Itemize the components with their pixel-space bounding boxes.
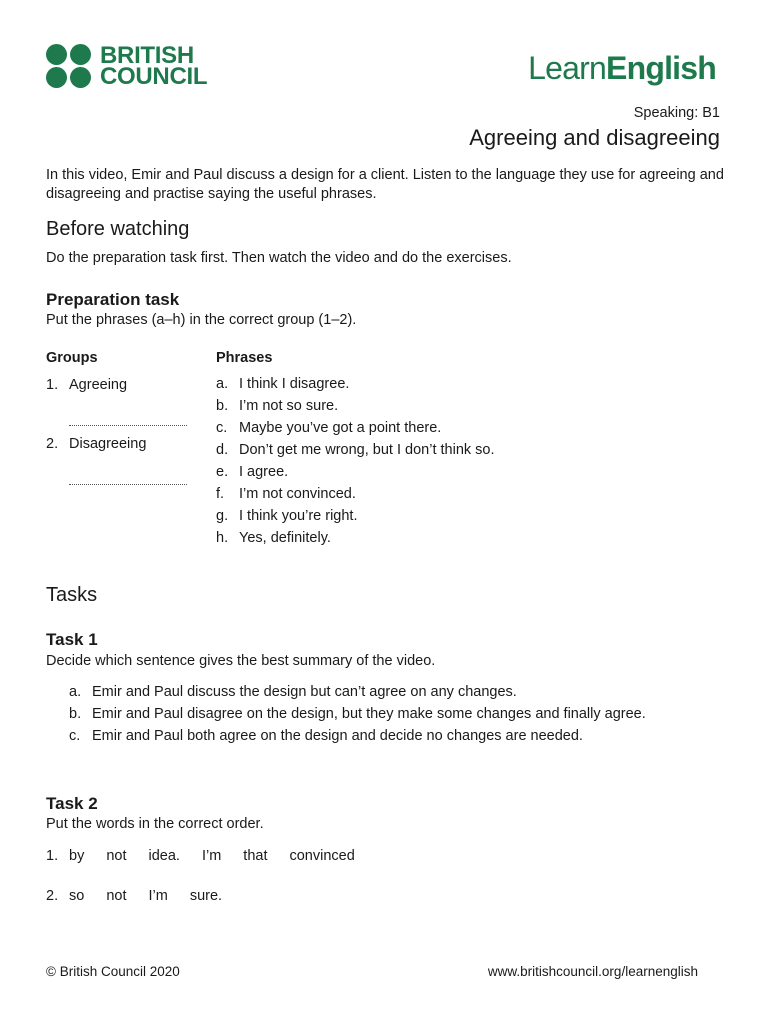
list-item: [69, 703, 646, 725]
learnenglish-brand: [528, 50, 716, 87]
list-item: [216, 483, 495, 505]
preparation-heading: Preparation task: [46, 290, 180, 309]
list-item: [216, 527, 495, 549]
list-item: [69, 681, 646, 703]
group-item: [46, 376, 127, 395]
task2-instruction: Put the words in the correct order.: [46, 816, 264, 832]
groups-heading: Groups: [46, 350, 98, 366]
phrase-letter: a.: [216, 376, 229, 392]
logo-text: [100, 42, 208, 90]
phrase-text: Maybe you’ve got a point there.: [239, 420, 442, 436]
word: idea.: [148, 848, 180, 864]
list-item: [216, 395, 495, 417]
phrase-letter: d.: [216, 442, 229, 458]
word-order-item: [46, 888, 244, 904]
word: so: [69, 888, 85, 904]
footer-url[interactable]: www.britishcouncil.org/learnenglish: [487, 964, 698, 979]
preparation-instruction: Put the phrases (a–h) in the correct group (1–2).: [46, 312, 357, 328]
group-label: Agreeing: [69, 377, 128, 393]
phrase-text: I think you’re right.: [239, 508, 358, 524]
logo-dots-icon: [46, 44, 94, 88]
word: by: [69, 848, 85, 864]
task1-instruction: Decide which sentence gives the best summary of the video.: [46, 653, 436, 669]
word: not: [106, 888, 127, 904]
task1-options: [69, 681, 646, 747]
option-text: Emir and Paul discuss the design but can’t agree on any changes.: [92, 684, 517, 700]
phrase-text: I’m not so sure.: [239, 398, 339, 414]
phrase-letter: b.: [216, 398, 229, 414]
word: convinced: [289, 848, 355, 864]
word-order-item: [46, 848, 377, 864]
item-number: 1.: [46, 848, 59, 864]
list-item: [216, 461, 495, 483]
answer-line[interactable]: [69, 484, 187, 485]
group-label: Disagreeing: [69, 436, 147, 452]
list-item: [216, 439, 495, 461]
before-watching-text: Do the preparation task first. Then watch the video and do the exercises.: [46, 250, 512, 266]
british-council-logo: [46, 44, 207, 88]
phrase-text: I’m not convinced.: [239, 486, 356, 502]
task2-heading: Task 2: [46, 794, 98, 813]
brand-light: Learn: [528, 50, 607, 86]
phrase-text: I agree.: [239, 464, 289, 480]
word: I’m: [148, 888, 168, 904]
phrase-text: Don’t get me wrong, but I don’t think so.: [239, 442, 495, 458]
intro-text: In this video, Emir and Paul discuss a design for a client. Listen to the language they use for agreeing and disagreeing and practise saying the useful phrases.: [46, 167, 724, 202]
word: that: [243, 848, 268, 864]
option-letter: a.: [69, 684, 82, 700]
list-item: [216, 373, 495, 395]
list-item: [216, 505, 495, 527]
level-label: Speaking: B1: [633, 105, 720, 121]
footer-copyright: © British Council 2020: [46, 964, 180, 979]
phrase-letter: h.: [216, 530, 229, 546]
word: sure.: [189, 888, 223, 904]
task1-heading: Task 1: [46, 630, 98, 649]
phrase-letter: c.: [216, 420, 228, 436]
page-title: Agreeing and disagreeing: [469, 125, 720, 150]
option-text: Emir and Paul disagree on the design, but they make some changes and finally agree.: [92, 706, 646, 722]
group-number: 2.: [46, 436, 59, 452]
answer-line[interactable]: [69, 425, 187, 426]
item-number: 2.: [46, 888, 59, 904]
logo-line-1: BRITISH: [100, 42, 194, 69]
phrase-letter: e.: [216, 464, 229, 480]
phrases-list: [216, 373, 495, 549]
phrase-letter: f.: [216, 486, 225, 502]
option-letter: b.: [69, 706, 82, 722]
option-text: Emir and Paul both agree on the design and decide no changes are needed.: [92, 728, 583, 744]
word: I’m: [201, 848, 222, 864]
group-item: [46, 435, 146, 454]
group-number: 1.: [46, 377, 59, 393]
list-item: [69, 725, 646, 747]
phrase-text: I think I disagree.: [239, 376, 350, 392]
word: not: [106, 848, 127, 864]
before-watching-heading: Before watching: [46, 218, 190, 240]
option-letter: c.: [69, 728, 81, 744]
phrase-letter: g.: [216, 508, 229, 524]
tasks-heading: Tasks: [46, 584, 98, 606]
logo-line-2: COUNCIL: [100, 63, 208, 90]
brand-bold: English: [606, 50, 716, 86]
phrase-text: Yes, definitely.: [239, 530, 331, 546]
list-item: [216, 417, 495, 439]
phrases-heading: Phrases: [216, 350, 273, 366]
